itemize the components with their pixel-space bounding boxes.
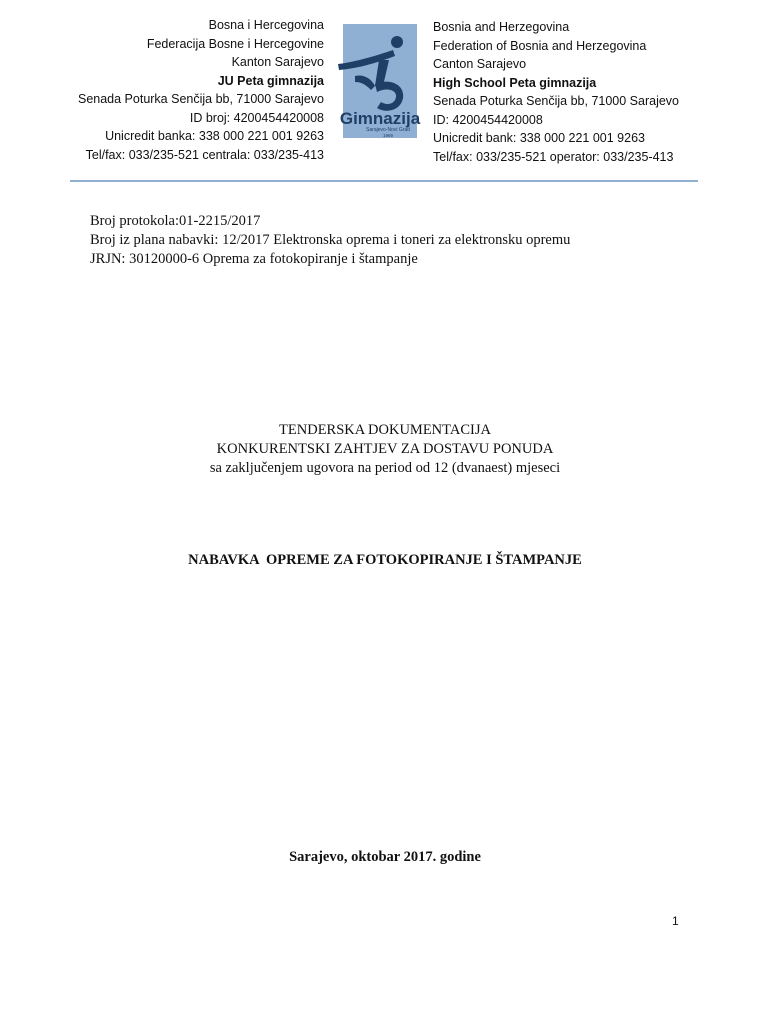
letterhead-line: Tel/fax: 033/235-521 operator: 033/235-413 bbox=[433, 149, 674, 164]
letterhead-school-name: High School Peta gimnazija bbox=[433, 75, 597, 90]
letterhead-local bbox=[78, 16, 324, 164]
letterhead-line: Bosnia and Herzegovina bbox=[433, 20, 570, 34]
letterhead-line: Kanton Sarajevo bbox=[231, 55, 324, 69]
letterhead-line: Federacija Bosne i Hercegovine bbox=[146, 36, 324, 51]
logo-wordmark: Gimnazija bbox=[339, 109, 421, 128]
procurement-plan-number: Broj iz plana nabavki: 12/2017 Elektronska oprema i toneri za elektronsku opremu bbox=[90, 232, 571, 248]
jrjn-code: JRJN: 30120000-6 Oprema za fotokopiranje i štampanje bbox=[90, 251, 418, 267]
page-number: 1 bbox=[672, 914, 679, 928]
logo-subtitle: Sarajevo-Novi Grad bbox=[366, 127, 410, 133]
letterhead-line: Bosna i Hercegovina bbox=[208, 18, 324, 32]
letterhead-line: Unicredit bank: 338 000 221 001 9263 bbox=[433, 131, 645, 145]
procurement-title: NABAVKA OPREME ZA FOTOKOPIRANJE I ŠTAMPANJE bbox=[188, 552, 582, 568]
letterhead-line: Senada Poturka Senčija bb, 71000 Sarajevo bbox=[433, 94, 680, 108]
letterhead-line: Tel/fax: 033/235-521 centrala: 033/235-413 bbox=[85, 147, 324, 162]
letterhead-line: Senada Poturka Senčija bb, 71000 Sarajevo bbox=[77, 92, 324, 106]
letterhead-line: ID: 4200454420008 bbox=[433, 112, 543, 127]
letterhead-line: Federation of Bosnia and Herzegovina bbox=[433, 38, 647, 53]
letterhead-line: Unicredit banka: 338 000 221 001 9263 bbox=[105, 129, 324, 143]
protocol-number: Broj protokola:01-2215/2017 bbox=[90, 213, 261, 229]
document-type-title: TENDERSKA DOKUMENTACIJA bbox=[279, 422, 491, 438]
document-type-subtitle: KONKURENTSKI ZAHTJEV ZA DOSTAVU PONUDA bbox=[216, 441, 554, 457]
letterhead-english bbox=[433, 18, 679, 166]
letterhead-school-name: JU Peta gimnazija bbox=[217, 73, 324, 88]
document-type-block bbox=[0, 421, 770, 478]
logo-year: 1969 bbox=[382, 133, 394, 138]
school-logo bbox=[335, 20, 425, 146]
place-and-date: Sarajevo, oktobar 2017. godine bbox=[289, 849, 481, 865]
letterhead-line: ID broj: 4200454420008 bbox=[189, 110, 324, 125]
document-references bbox=[90, 212, 570, 269]
header-divider bbox=[70, 180, 698, 182]
letterhead-line: Canton Sarajevo bbox=[433, 57, 527, 71]
contract-period-note: sa zaključenjem ugovora na period od 12 (dvanaest) mjeseci bbox=[209, 460, 561, 476]
